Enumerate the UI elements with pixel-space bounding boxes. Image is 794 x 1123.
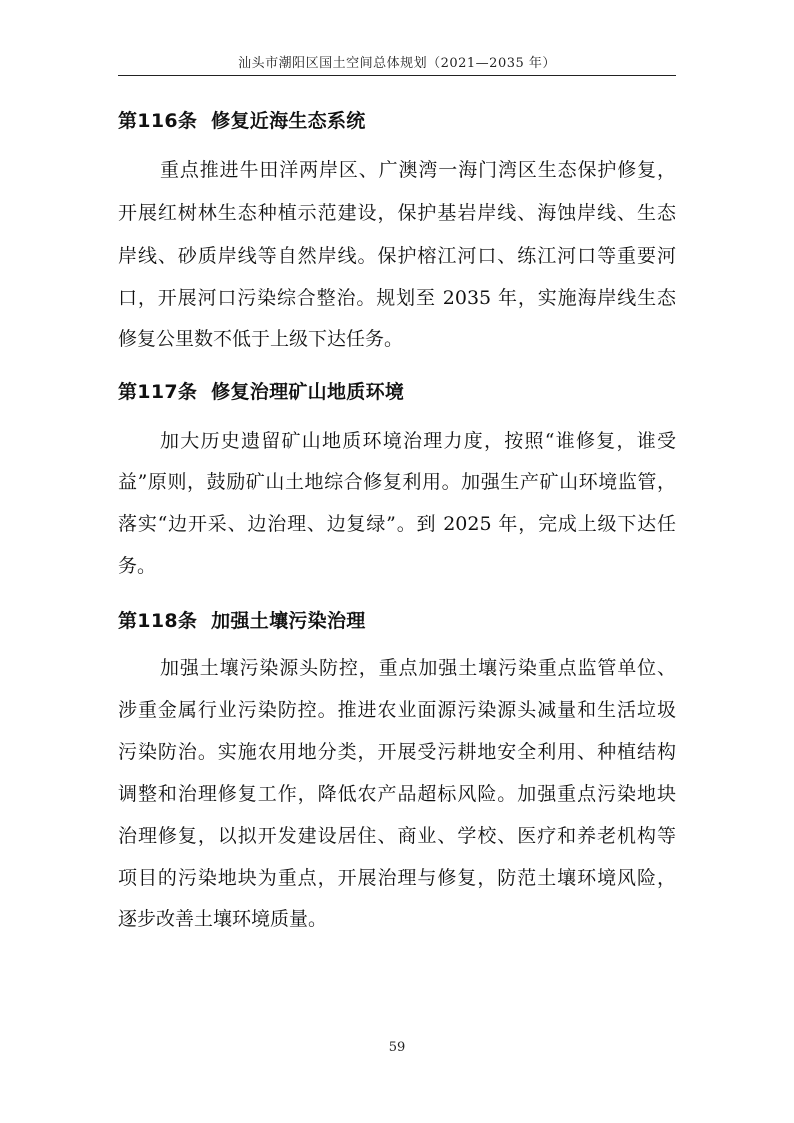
paragraph-line: 污染防治。实施农用地分类，开展受污耕地安全利用、种植结构 bbox=[118, 741, 676, 763]
paragraph-line: 加大历史遗留矿山地质环境治理力度，按照“谁修复，谁受 bbox=[160, 430, 676, 452]
paragraph-line: 涉重金属行业污染防控。推进农业面源污染源头减量和生活垃圾 bbox=[118, 699, 676, 721]
article-number: 第118条 bbox=[118, 610, 198, 632]
article-heading-116 bbox=[118, 106, 366, 133]
paragraph-line: 逐步改善土壤环境质量。 bbox=[118, 908, 328, 930]
article-title: 修复近海生态系统 bbox=[211, 110, 366, 132]
paragraph-line: 岸线、砂质岸线等自然岸线。保护榕江河口、练江河口等重要河 bbox=[118, 245, 676, 267]
paragraph-line: 治理修复，以拟开发建设居住、商业、学校、医疗和养老机构等 bbox=[118, 825, 676, 847]
paragraph-line: 重点推进牛田洋两岸区、广澳湾一海门湾区生态保护修复， bbox=[160, 159, 676, 181]
paragraph-line: 口，开展河口污染综合整治。规划至 2035 年，实施海岸线生态 bbox=[118, 287, 676, 309]
article-heading-118 bbox=[118, 606, 366, 633]
article-title: 加强土壤污染治理 bbox=[211, 610, 366, 632]
article-number: 第117条 bbox=[118, 381, 198, 403]
running-header: 汕头市潮阳区国土空间总体规划（2021—2035 年） bbox=[238, 56, 556, 71]
paragraph-line: 调整和治理修复工作，降低农产品超标风险。加强重点污染地块 bbox=[118, 783, 676, 805]
page-number: 59 bbox=[388, 1040, 406, 1055]
article-number: 第116条 bbox=[118, 110, 198, 132]
article-title: 修复治理矿山地质环境 bbox=[211, 381, 405, 403]
paragraph-line: 落实“边开采、边治理、边复绿”。到 2025 年，完成上级下达任 bbox=[118, 513, 676, 535]
article-heading-117 bbox=[118, 377, 404, 404]
paragraph-line: 项目的污染地块为重点，开展治理与修复，防范土壤环境风险， bbox=[118, 867, 676, 889]
paragraph-line: 开展红树林生态种植示范建设，保护基岩岸线、海蚀岸线、生态 bbox=[118, 202, 676, 224]
header-rule bbox=[118, 75, 676, 76]
paragraph-line: 修复公里数不低于上级下达任务。 bbox=[118, 328, 404, 350]
paragraph-line: 务。 bbox=[118, 555, 157, 577]
paragraph-line: 益”原则，鼓励矿山土地综合修复利用。加强生产矿山环境监管， bbox=[118, 471, 676, 493]
paragraph-line: 加强土壤污染源头防控，重点加强土壤污染重点监管单位、 bbox=[160, 657, 676, 679]
